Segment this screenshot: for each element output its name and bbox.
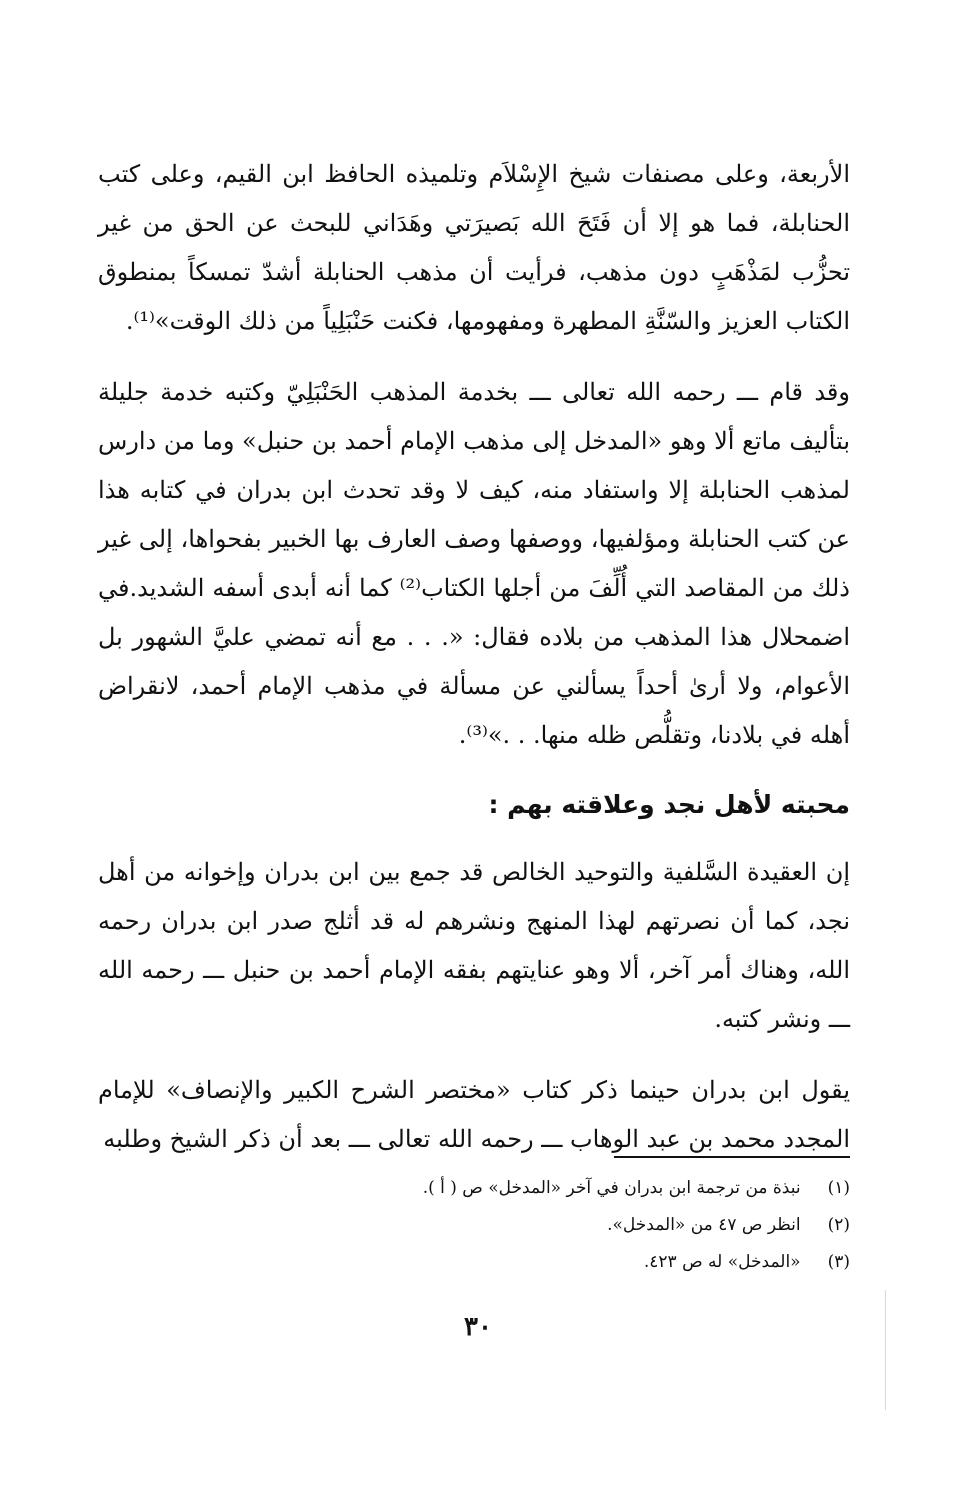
footnote-item xyxy=(150,1170,850,1207)
page-number: ٣٠ xyxy=(464,1312,492,1342)
paragraph-4: يقول ابن بدران حينما ذكر كتاب «مختصر الشرح الكبير والإنصاف» للإمام المجدد محمد بن عبد الوهاب ـــ رحمه الله تعالى ـــ بعد أن ذكر الشيخ وطلبه xyxy=(98,1076,850,1153)
section-heading: محبته لأهل نجد وعلاقته بهم : xyxy=(488,790,850,819)
footnote-item xyxy=(150,1244,850,1281)
footnote-text: انظر ص ٤٧ من «المدخل». xyxy=(607,1215,801,1235)
paragraph-3: إن العقيدة السَّلفية والتوحيد الخالص قد جمع بين ابن بدران وإخوانه من أهل نجد، كما أن نصرتهم لهذا المنهج ونشرهم له قد أثلج صدر ابن بدران رحمه الله، وهناك أمر آخر، ألا وهو عنايتهم بفقه الإمام أحمد بن حنبل ـــ رحمه الله ـــ ونشر كتبه. xyxy=(98,858,851,1033)
scan-edge-line xyxy=(885,1290,886,1410)
paragraph-1: الأربعة، وعلى مصنفات شيخ الإِسْلاَم وتلميذه الحافظ ابن القيم، وعلى كتب الحنابلة، فما هو إلا أن فَتَحَ الله بَصيرَتي وهَدَاني للبحث عن الحق من غير تحزُّب لمَذْهَبٍ دون مذهب، فرأيت أن مذهب الحنابلة أشدّ تمسكاً بمنطوق الكتاب العزيز والسّنَّةِ المطهرة ومفهومها، فكنت حَنْبَلِياً من ذلك الوقت»⁽¹⁾. xyxy=(98,160,850,335)
footnote-text: «المدخل» له ص ٤٢٣. xyxy=(643,1252,801,1272)
footnotes xyxy=(150,1170,850,1281)
footnote-number: (٣) xyxy=(827,1252,850,1272)
footnote-item xyxy=(150,1207,850,1244)
footnote-number: (١) xyxy=(827,1178,850,1198)
footnote-divider xyxy=(614,1156,850,1158)
footnote-text: نبذة من ترجمة ابن بدران في آخر «المدخل» ص ( أ ). xyxy=(422,1178,801,1198)
page-body xyxy=(98,150,850,1164)
footnote-number: (٢) xyxy=(827,1215,850,1235)
paragraph-2: وقد قام ـــ رحمه الله تعالى ـــ بخدمة المذهب الحَنْبَلِيّ وكتبه خدمة جليلة بتأليف ماتع ألا وهو «المدخل إلى مذهب الإمام أحمد بن حنبل» وما من دارس لمذهب الحنابلة إلا واستفاد منه، كيف لا وقد تحدث ابن بدران في كتابه هذا عن كتب الحنابلة ومؤلفيها، ووصفها وصف العارف بها الخبير بفحواها، إلى غير ذلك من المقاصد التي أُلِّفَ من أجلها الكتاب⁽²⁾ كما أنه أبدى أسفه الشديد.في اضمحلال هذا المذهب من بلاده فقال: «. . . مع أنه تمضي عليَّ الشهور بل الأعوام، ولا أرىٰ أحداً يسألني عن مسألة في مذهب الإمام أحمد، لانقراض أهله في بلادنا، وتقلُّص ظله منها. . .»⁽³⁾. xyxy=(98,378,851,749)
